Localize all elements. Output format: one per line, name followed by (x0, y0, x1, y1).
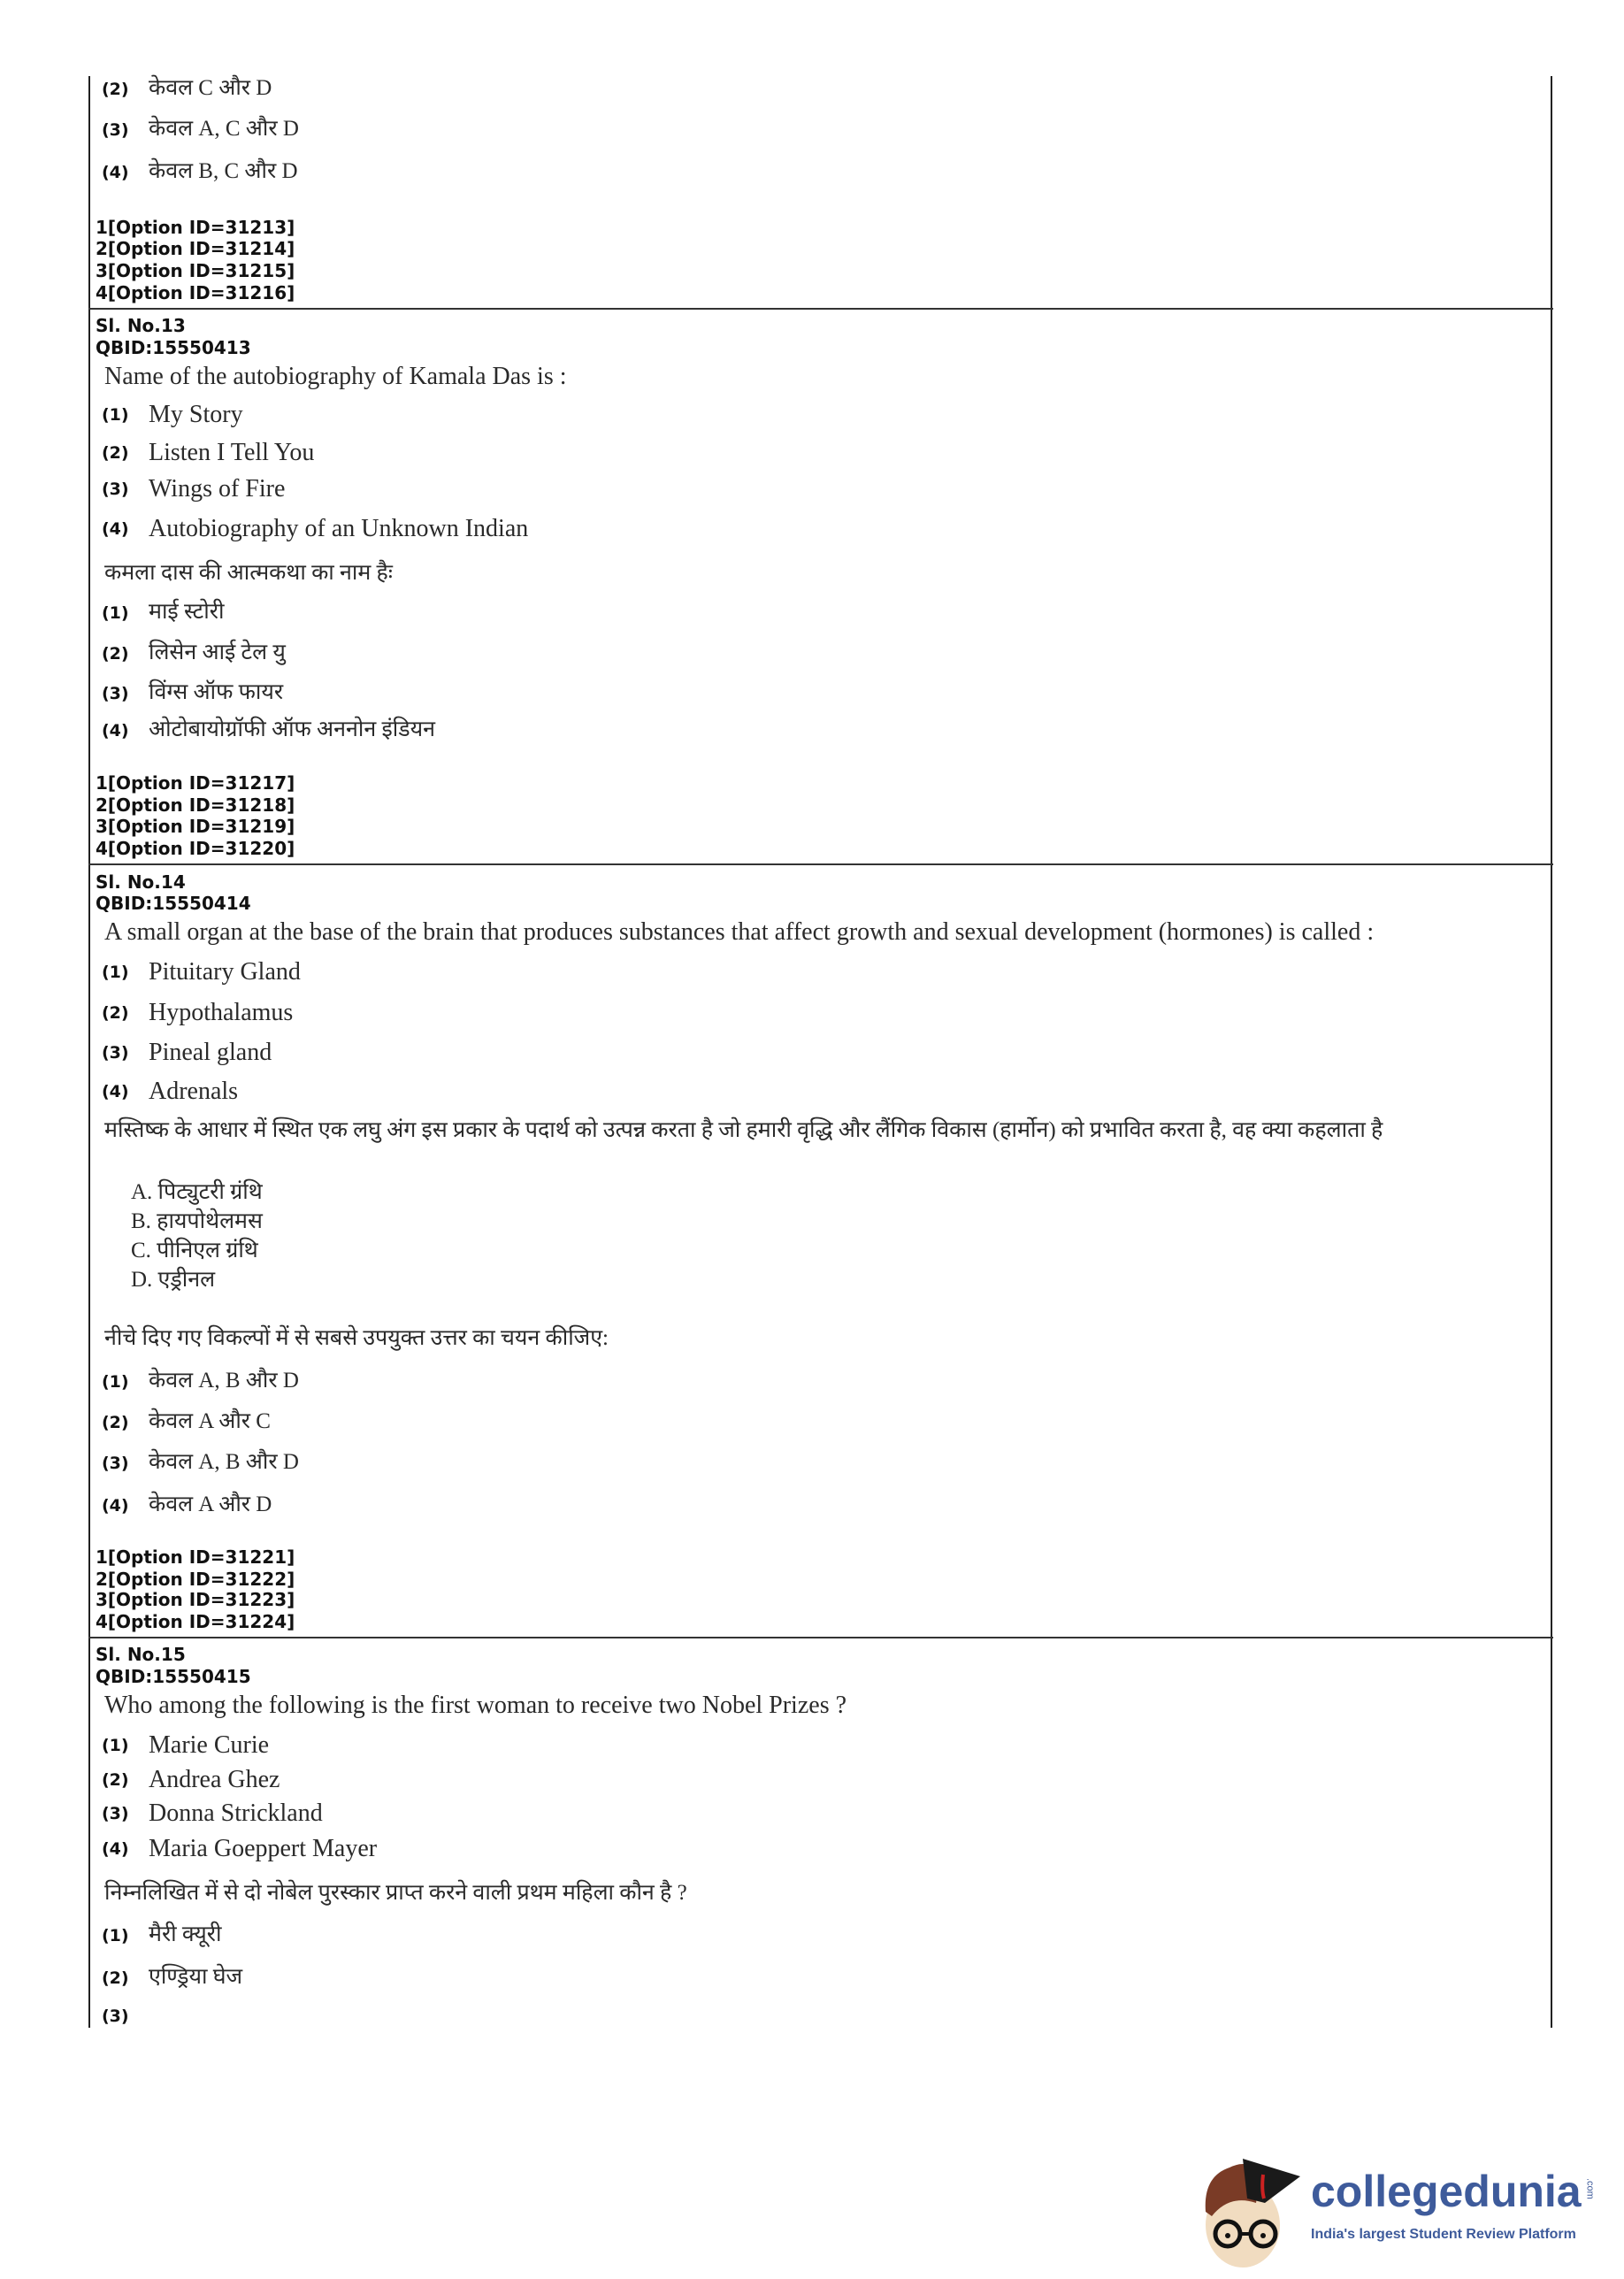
option-text: Wings of Fire (149, 475, 286, 503)
option-number: (2) (102, 443, 129, 463)
collegedunia-logo (1194, 2150, 1619, 2274)
option-number: (1) (102, 1926, 129, 1945)
option-number: (3) (102, 2007, 129, 2026)
brand-tagline: India's largest Student Review Platform (1311, 2227, 1576, 2242)
option-text: केवल C और D (149, 76, 272, 100)
brand-row (1311, 2168, 1595, 2216)
option-number: (3) (102, 684, 129, 703)
option-text: विंग्स ऑफ फायर (149, 680, 284, 704)
list-item: A. पिट्युटरी ग्रंथि (131, 1180, 263, 1204)
option-text: केवल A, B और D (149, 1450, 299, 1474)
serial-number: Sl. No.13 (96, 315, 186, 336)
option-text: केवल B, C और D (149, 159, 298, 183)
option-id: 3[Option ID=31215] (96, 260, 295, 281)
option-text: मैरी क्यूरी (149, 1922, 222, 1946)
question-text-en: A small organ at the base of the brain that produces substances that affect growth and sexual development (hormones) is called : (104, 918, 1375, 946)
option-text: Listen I Tell You (149, 439, 315, 466)
option-number: (3) (102, 1043, 129, 1063)
option-text: एण्ड्रिया घेज (149, 1965, 243, 1989)
divider (88, 1637, 1553, 1638)
option-number: (3) (102, 1454, 129, 1473)
question-id: QBID:15550413 (96, 337, 251, 358)
option-text: केवल A और D (149, 1492, 272, 1516)
question-text-hi: कमला दास की आत्मकथा का नाम हैः (104, 561, 393, 585)
option-text: My Story (149, 401, 243, 428)
option-text: केवल A, B और D (149, 1369, 299, 1393)
option-text: Maria Goeppert Mayer (149, 1835, 378, 1862)
mascot-icon (1194, 2150, 1305, 2274)
brand-suffix: .com (1584, 2178, 1596, 2199)
option-text: Pineal gland (149, 1039, 272, 1066)
brand-name: collegedunia (1311, 2167, 1582, 2216)
option-id: 1[Option ID=31221] (96, 1546, 295, 1568)
option-text: ओटोबायोग्रॉफी ऑफ अननोन इंडियन (149, 717, 436, 741)
option-text: केवल A और C (149, 1409, 271, 1433)
option-id: 4[Option ID=31220] (96, 838, 295, 859)
question-id: QBID:15550415 (96, 1666, 251, 1687)
option-id: 2[Option ID=31214] (96, 238, 295, 259)
option-text: Pituitary Gland (149, 958, 301, 986)
option-text: Hypothalamus (149, 999, 294, 1026)
option-number: (3) (102, 480, 129, 499)
divider (88, 308, 1553, 310)
question-id: QBID:15550414 (96, 893, 251, 914)
question-text-en: Name of the autobiography of Kamala Das is : (104, 363, 567, 390)
option-id: 2[Option ID=31222] (96, 1569, 295, 1590)
option-number: (3) (102, 1804, 129, 1823)
option-number: (4) (102, 1839, 129, 1859)
option-number: (2) (102, 644, 129, 664)
list-item: B. हायपोथेलमस (131, 1209, 263, 1233)
option-number: (4) (102, 721, 129, 740)
option-number: (1) (102, 603, 129, 623)
list-item: C. पीनिएल ग्रंथि (131, 1239, 258, 1262)
option-number: (2) (102, 80, 129, 99)
option-text: Donna Strickland (149, 1799, 323, 1827)
list-item: D. एड्रीनल (131, 1268, 216, 1292)
option-id: 2[Option ID=31218] (96, 794, 295, 816)
option-id: 4[Option ID=31216] (96, 282, 295, 303)
serial-number: Sl. No.14 (96, 871, 186, 893)
option-number: (3) (102, 120, 129, 140)
option-number: (1) (102, 963, 129, 982)
option-text: Autobiography of an Unknown Indian (149, 515, 529, 542)
page-border-right (1551, 76, 1552, 2028)
option-number: (2) (102, 1968, 129, 1988)
option-number: (4) (102, 519, 129, 539)
question-text-hi: निम्नलिखित में से दो नोबेल पुरस्कार प्राप्त करने वाली प्रथम महिला कौन है ? (104, 1881, 687, 1905)
option-number: (1) (102, 405, 129, 425)
option-text: Adrenals (149, 1078, 239, 1105)
option-number: (1) (102, 1372, 129, 1392)
option-number: (4) (102, 1082, 129, 1101)
option-number: (2) (102, 1413, 129, 1432)
option-id: 1[Option ID=31217] (96, 772, 295, 794)
option-id: 3[Option ID=31223] (96, 1589, 295, 1610)
option-id: 3[Option ID=31219] (96, 816, 295, 837)
option-number: (2) (102, 1770, 129, 1790)
option-text: माई स्टोरी (149, 600, 225, 624)
option-text: Marie Curie (149, 1731, 270, 1759)
divider (88, 863, 1553, 865)
page-border-left (88, 76, 90, 2028)
question-text-en: Who among the following is the first woman to receive two Nobel Prizes ? (104, 1692, 847, 1719)
option-number: (4) (102, 163, 129, 182)
option-text: केवल A, C और D (149, 117, 299, 141)
logo-text (1311, 2168, 1595, 2243)
instruction-text: नीचे दिए गए विकल्पों में से सबसे उपयुक्त उत्तर का चयन कीजिए: (104, 1326, 609, 1350)
option-text: Andrea Ghez (149, 1766, 280, 1793)
option-text: लिसेन आई टेल यु (149, 641, 286, 664)
option-number: (4) (102, 1496, 129, 1515)
option-id: 4[Option ID=31224] (96, 1611, 295, 1632)
option-number: (1) (102, 1736, 129, 1755)
question-text-hi: मस्तिष्क के आधार में स्थित एक लघु अंग इस प्रकार के पदार्थ को उत्पन्न करता है जो हमारी वृद्धि और लैंगिक विकास (हार्मोन) को प्रभावित करता है, वह क्या कहलाता है (104, 1118, 1383, 1142)
serial-number: Sl. No.15 (96, 1644, 186, 1665)
option-number: (2) (102, 1003, 129, 1023)
option-id: 1[Option ID=31213] (96, 217, 295, 238)
